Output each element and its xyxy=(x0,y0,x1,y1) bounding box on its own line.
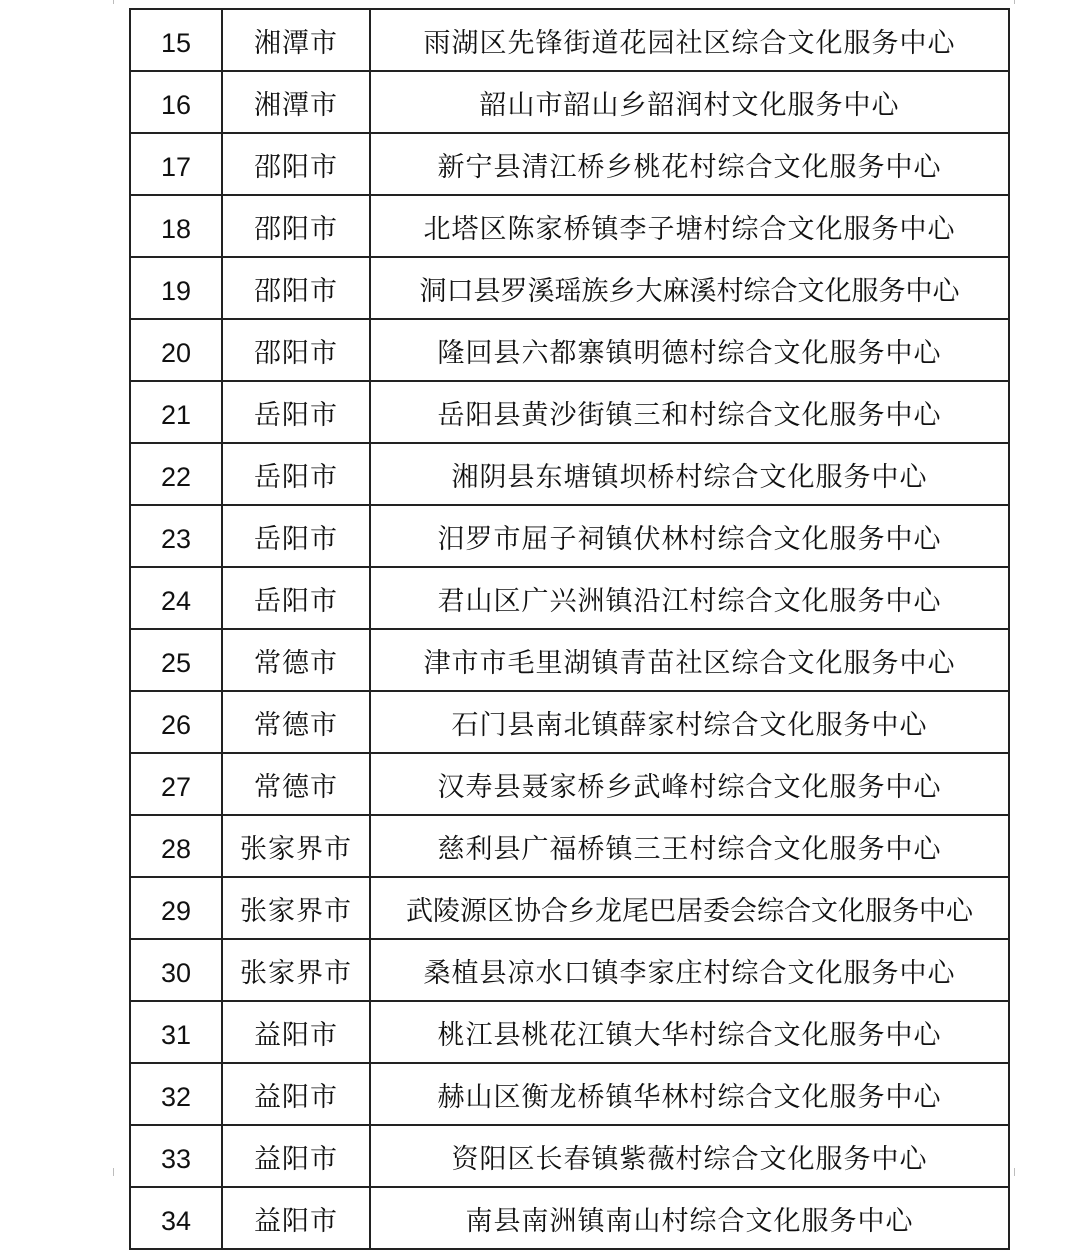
center-name-cell: 南县南洲镇南山村综合文化服务中心 xyxy=(370,1187,1009,1249)
city-cell: 常德市 xyxy=(222,753,370,815)
center-name-cell: 武陵源区协合乡龙尾巴居委会综合文化服务中心 xyxy=(370,877,1009,939)
service-center-table xyxy=(129,8,1010,1250)
center-name-cell: 桑植县凉水口镇李家庄村综合文化服务中心 xyxy=(370,939,1009,1001)
table-row xyxy=(130,319,1009,381)
row-number: 28 xyxy=(130,815,222,877)
city-cell: 邵阳市 xyxy=(222,133,370,195)
table-body xyxy=(130,9,1009,1249)
row-number: 29 xyxy=(130,877,222,939)
row-number: 34 xyxy=(130,1187,222,1249)
table-row xyxy=(130,133,1009,195)
table-row xyxy=(130,257,1009,319)
city-cell: 岳阳市 xyxy=(222,443,370,505)
city-cell: 岳阳市 xyxy=(222,567,370,629)
center-name-cell: 慈利县广福桥镇三王村综合文化服务中心 xyxy=(370,815,1009,877)
center-name-cell: 津市市毛里湖镇青苗社区综合文化服务中心 xyxy=(370,629,1009,691)
row-number: 18 xyxy=(130,195,222,257)
city-cell: 邵阳市 xyxy=(222,195,370,257)
city-cell: 益阳市 xyxy=(222,1187,370,1249)
row-number: 24 xyxy=(130,567,222,629)
city-cell: 益阳市 xyxy=(222,1063,370,1125)
city-cell: 湘潭市 xyxy=(222,9,370,71)
row-number: 22 xyxy=(130,443,222,505)
center-name-cell: 隆回县六都寨镇明德村综合文化服务中心 xyxy=(370,319,1009,381)
city-cell: 邵阳市 xyxy=(222,257,370,319)
center-name-cell: 北塔区陈家桥镇李子塘村综合文化服务中心 xyxy=(370,195,1009,257)
center-name-cell: 韶山市韶山乡韶润村文化服务中心 xyxy=(370,71,1009,133)
table-row xyxy=(130,381,1009,443)
table-row xyxy=(130,691,1009,753)
table-row xyxy=(130,443,1009,505)
table-row xyxy=(130,877,1009,939)
city-cell: 湘潭市 xyxy=(222,71,370,133)
city-cell: 岳阳市 xyxy=(222,505,370,567)
table-row xyxy=(130,71,1009,133)
center-name-cell: 洞口县罗溪瑶族乡大麻溪村综合文化服务中心 xyxy=(370,257,1009,319)
city-cell: 邵阳市 xyxy=(222,319,370,381)
center-name-cell: 君山区广兴洲镇沿江村综合文化服务中心 xyxy=(370,567,1009,629)
row-number: 27 xyxy=(130,753,222,815)
row-number: 19 xyxy=(130,257,222,319)
row-number: 21 xyxy=(130,381,222,443)
row-number: 30 xyxy=(130,939,222,1001)
row-number: 15 xyxy=(130,9,222,71)
table-row xyxy=(130,505,1009,567)
center-name-cell: 汨罗市屈子祠镇伏林村综合文化服务中心 xyxy=(370,505,1009,567)
city-cell: 益阳市 xyxy=(222,1125,370,1187)
table-row xyxy=(130,1125,1009,1187)
center-name-cell: 岳阳县黄沙街镇三和村综合文化服务中心 xyxy=(370,381,1009,443)
page-frame-top xyxy=(113,0,1015,4)
row-number: 32 xyxy=(130,1063,222,1125)
city-cell: 张家界市 xyxy=(222,815,370,877)
center-name-cell: 桃江县桃花江镇大华村综合文化服务中心 xyxy=(370,1001,1009,1063)
table-row xyxy=(130,629,1009,691)
page-frame-bottom xyxy=(113,1168,1015,1176)
row-number: 20 xyxy=(130,319,222,381)
center-name-cell: 湘阴县东塘镇坝桥村综合文化服务中心 xyxy=(370,443,1009,505)
center-name-cell: 雨湖区先锋街道花园社区综合文化服务中心 xyxy=(370,9,1009,71)
city-cell: 益阳市 xyxy=(222,1001,370,1063)
center-name-cell: 汉寿县聂家桥乡武峰村综合文化服务中心 xyxy=(370,753,1009,815)
row-number: 26 xyxy=(130,691,222,753)
row-number: 25 xyxy=(130,629,222,691)
table-row xyxy=(130,753,1009,815)
table-row xyxy=(130,1001,1009,1063)
table-row xyxy=(130,939,1009,1001)
table-row xyxy=(130,9,1009,71)
city-cell: 常德市 xyxy=(222,691,370,753)
row-number: 31 xyxy=(130,1001,222,1063)
row-number: 33 xyxy=(130,1125,222,1187)
row-number: 23 xyxy=(130,505,222,567)
center-name-cell: 赫山区衡龙桥镇华林村综合文化服务中心 xyxy=(370,1063,1009,1125)
table-row xyxy=(130,195,1009,257)
table-row xyxy=(130,1063,1009,1125)
city-cell: 常德市 xyxy=(222,629,370,691)
table-row xyxy=(130,1187,1009,1249)
center-name-cell: 资阳区长春镇紫薇村综合文化服务中心 xyxy=(370,1125,1009,1187)
row-number: 16 xyxy=(130,71,222,133)
center-name-cell: 石门县南北镇薛家村综合文化服务中心 xyxy=(370,691,1009,753)
table-row xyxy=(130,567,1009,629)
city-cell: 张家界市 xyxy=(222,939,370,1001)
table-row xyxy=(130,815,1009,877)
city-cell: 张家界市 xyxy=(222,877,370,939)
center-name-cell: 新宁县清江桥乡桃花村综合文化服务中心 xyxy=(370,133,1009,195)
city-cell: 岳阳市 xyxy=(222,381,370,443)
row-number: 17 xyxy=(130,133,222,195)
